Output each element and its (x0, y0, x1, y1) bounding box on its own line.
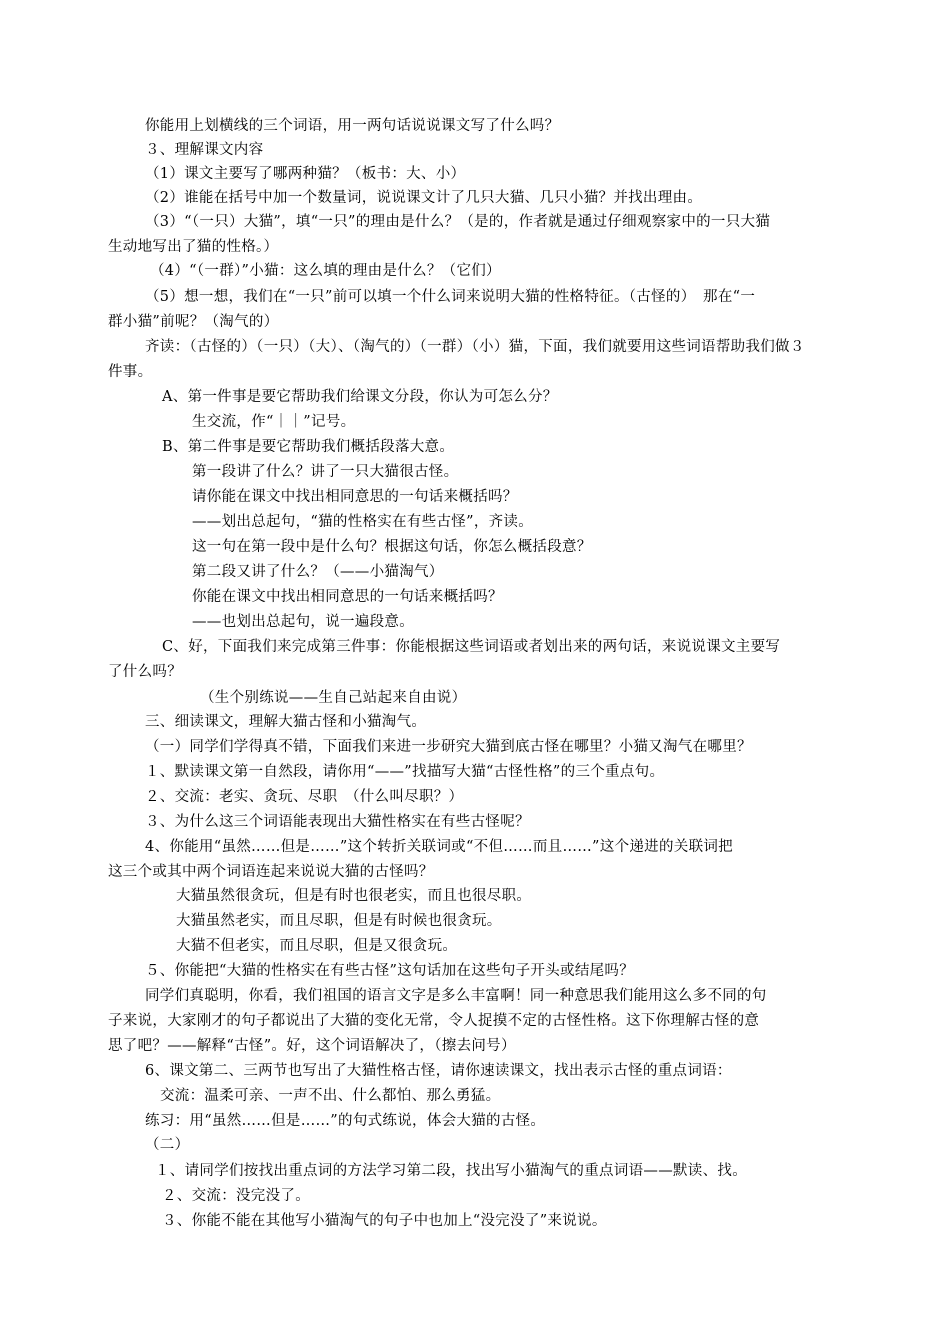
text-line: 你能用上划横线的三个词语，用一两句话说说课文写了什么吗？ (145, 118, 560, 134)
text-line: （生个别练说——生自己站起来自由说） (200, 690, 467, 706)
text-line: 请你能在课文中找出相同意思的一句话来概括吗？ (192, 489, 518, 505)
text-line: ——也划出总起句，说一遍段意。 (192, 614, 414, 630)
text-line: 6、课文第二、三两节也写出了大猫性格古怪，请你速读课文，找出表示古怪的重点词语： (145, 1063, 732, 1079)
text-line: 齐读：（古怪的）（一只）（大）、（淘气的）（一群）（小）猫，下面，我们就要用这些词语帮助我们做３ (145, 339, 805, 355)
text-line: （4）“（一群）”小猫：这么填的理由是什么？（它们） (150, 263, 501, 279)
text-line: ２、交流：没完没了。 (162, 1188, 310, 1204)
text-line: 了什么吗？ (108, 664, 182, 680)
text-line: （5）想一想，我们在“一只”前可以填一个什么词来说明大猫的性格特征。（古怪的） 那在“一 (145, 289, 756, 305)
text-line: 件事。 (108, 364, 153, 380)
text-line: （一）同学们学得真不错，下面我们来进一步研究大猫到底古怪在哪里？小猫又淘气在哪里？ (145, 739, 752, 755)
text-line: 大猫虽然很贪玩，但是有时也很老实，而且也很尽职。 (176, 888, 532, 904)
text-line: 这一句在第一段中是什么句？根据这句话，你怎么概括段意？ (192, 539, 592, 555)
text-line: 生交流，作“｜｜”记号。 (192, 414, 356, 430)
text-line: ３、理解课文内容 (145, 142, 264, 158)
text-line: ５、你能把“大猫的性格实在有些古怪”这句话加在这些句子开头或结尾吗？ (145, 963, 635, 979)
text-line: 练习：用“虽然……但是……”的句式练说，体会大猫的古怪。 (145, 1113, 546, 1129)
text-line: ２、交流：老实、贪玩、尽职 （什么叫尽职？） (145, 789, 464, 805)
text-line: A、第一件事是要它帮助我们给课文分段，你认为可怎么分？ (162, 389, 558, 405)
text-line: （二） (145, 1137, 190, 1153)
text-line: B、第二件事是要它帮助我们概括段落大意。 (162, 439, 455, 455)
text-line: １、请同学们按找出重点词的方法学习第二段，找出写小猫淘气的重点词语——默读、找。 (155, 1163, 747, 1179)
text-line: 大猫不但老实，而且尽职，但是又很贪玩。 (176, 938, 458, 954)
text-line: （3）“（一只）大猫”，填“一只”的理由是什么？（是的，作者就是通过仔细观察家中的一只大猫 (145, 214, 771, 230)
text-line: ——划出总起句，“猫的性格实在有些古怪”，齐读。 (192, 514, 534, 530)
text-line: 三、细读课文，理解大猫古怪和小猫淘气。 (145, 714, 427, 730)
text-line: 这三个或其中两个词语连起来说说大猫的古怪吗？ (108, 864, 434, 880)
text-line: C、好，下面我们来完成第三件事：你能根据这些词语或者划出来的两句话，来说说课文主要写 (162, 639, 781, 655)
text-line: 你能在课文中找出相同意思的一句话来概括吗？ (192, 589, 503, 605)
text-line: ３、为什么这三个词语能表现出大猫性格实在有些古怪呢？ (145, 814, 530, 830)
text-line: １、默读课文第一自然段，请你用“——”找描写大猫“古怪性格”的三个重点句。 (145, 764, 665, 780)
text-line: 第一段讲了什么？讲了一只大猫很古怪。 (192, 464, 459, 480)
text-line: 群小猫”前呢？（淘气的） (108, 314, 279, 330)
text-line: 4、你能用“虽然……但是……”这个转折关联词或“不但……而且……”这个递进的关联词把 (145, 839, 733, 855)
text-line: 同学们真聪明，你看，我们祖国的语言文字是多么丰富啊！同一种意思我们能用这么多不同的句 (145, 988, 767, 1004)
text-line: （2）谁能在括号中加一个数量词，说说课文计了几只大猫、几只小猫？并找出理由。 (145, 190, 703, 206)
text-line: （1）课文主要写了哪两种猫？（板书：大、小） (145, 166, 466, 182)
text-line: 子来说，大家刚才的句子都说出了大猫的变化无常，令人捉摸不定的古怪性格。这下你理解古怪的意 (108, 1013, 760, 1029)
text-line: 第二段又讲了什么？（——小猫淘气） (192, 564, 444, 580)
text-line: 大猫虽然老实，而且尽职，但是有时候也很贪玩。 (176, 913, 502, 929)
text-line: 生动地写出了猫的性格。） (108, 239, 279, 255)
text-line: 思了吧？——解释“古怪”。好，这个词语解决了，（擦去问号） (108, 1038, 516, 1054)
text-line: 交流：温柔可亲、一声不出、什么都怕、那么勇猛。 (160, 1088, 501, 1104)
text-line: ３、你能不能在其他写小猫淘气的句子中也加上“没完没了”来说说。 (162, 1213, 607, 1229)
